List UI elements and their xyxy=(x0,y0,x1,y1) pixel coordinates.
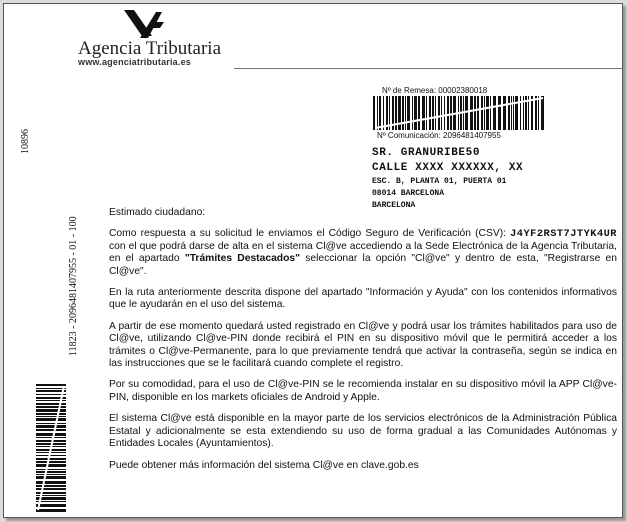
barcode-bar xyxy=(36,474,66,475)
address-line-street: CALLE XXXX XXXXXX, XX xyxy=(372,162,524,174)
barcode-bar xyxy=(450,96,452,130)
barcode-bar xyxy=(36,471,66,473)
barcode-bar xyxy=(474,96,476,130)
brand-url: www.agenciatributaria.es xyxy=(78,57,192,67)
barcode-bar xyxy=(513,96,514,130)
barcode-bar xyxy=(490,96,491,130)
margin-barcode xyxy=(36,384,66,512)
barcode-bar xyxy=(418,96,420,130)
barcode-bar xyxy=(486,96,489,130)
barcode-bar xyxy=(426,96,427,130)
csv-code: J4YF2RST7JTYK4UR xyxy=(510,228,617,241)
agencia-tributaria-logo-icon xyxy=(122,8,166,40)
margin-code-top: 10896 xyxy=(20,129,31,154)
barcode-bar xyxy=(493,96,496,130)
letter-page xyxy=(3,3,623,518)
brand-name: Agencia Tributaria xyxy=(78,38,222,59)
barcode-bar xyxy=(438,96,440,130)
barcode-bar xyxy=(383,96,384,130)
barcode-bar xyxy=(36,437,66,438)
paragraph-mas-info: Puede obtener más información del sistema Cl@ve en clave.gob.es xyxy=(109,459,419,471)
barcode-bar xyxy=(36,469,66,470)
comunicacion-number: Nº Comunicación: 2096481407955 xyxy=(377,131,501,140)
barcode-bar xyxy=(441,96,442,130)
barcode-bar xyxy=(36,418,66,421)
remesa-number: Nº de Remesa: 00002380018 xyxy=(382,86,488,95)
barcode-bar xyxy=(414,96,417,130)
barcode-bar xyxy=(538,96,539,130)
barcode-bar xyxy=(36,388,66,389)
barcode-bar xyxy=(373,96,375,130)
barcode-bar xyxy=(36,485,66,487)
barcode-bar xyxy=(36,429,66,431)
barcode-bar xyxy=(36,476,66,479)
barcode-bar xyxy=(36,481,66,484)
barcode-bar xyxy=(422,96,425,130)
barcode-bar xyxy=(36,464,66,467)
header-rule xyxy=(234,68,622,69)
paragraph-app: Por su comodidad, para el uso de Cl@ve-PIN se le recomienda instalar en su dispositivo móvil la APP Cl@ve-PIN, disponible en los markets oficiales de Android y Apple. xyxy=(109,379,617,403)
paragraph-csv xyxy=(109,228,617,278)
barcode-bar xyxy=(541,96,544,130)
barcode-bar xyxy=(477,96,479,130)
barcode-bar xyxy=(444,96,445,130)
barcode-bar xyxy=(432,96,434,130)
barcode-bar xyxy=(481,96,483,130)
barcode-bar xyxy=(503,96,506,130)
barcode-bar xyxy=(36,458,66,460)
paragraph-disponibilidad: El sistema Cl@ve está disponible en la mayor parte de los servicios electrónicos de la Administración Pública Estatal y adicionalmente se esta extendiendo su uso de forma gradual a las Comunidades Autónomas y Entidades Locales (Ayuntamientos). xyxy=(109,413,617,450)
barcode-bar xyxy=(36,488,66,490)
barcode-bar xyxy=(412,96,413,130)
barcode-bar xyxy=(36,403,66,405)
address-line-province: BARCELONA xyxy=(372,201,416,210)
barcode-bar xyxy=(36,390,66,392)
barcode-bar xyxy=(402,96,404,130)
barcode-bar xyxy=(484,96,485,130)
barcode-bar xyxy=(379,96,381,130)
csv-text-end: seleccionar la opción "Cl@ve" y dentro de esta, "Registrarse en Cl@ve". xyxy=(109,253,617,277)
barcode-bar xyxy=(405,96,406,130)
barcode-bar xyxy=(36,455,66,456)
barcode-bar xyxy=(377,96,378,130)
barcode-bar xyxy=(435,96,436,130)
greeting: Estimado ciudadano: xyxy=(109,207,206,218)
barcode-bar xyxy=(498,96,501,130)
barcode-bar xyxy=(36,406,66,408)
barcode-bar xyxy=(36,409,66,412)
barcode-bar xyxy=(36,461,66,463)
barcode-bar xyxy=(36,416,66,417)
barcode-bar xyxy=(36,384,66,386)
barcode-bar xyxy=(36,413,66,415)
paragraph-info: En la ruta anteriormente descrita dispone del apartado "Información y Ayuda" con los contenidos informativos que le ayudarán en el uso del sistema. xyxy=(109,287,617,311)
barcode-bar xyxy=(470,96,473,130)
csv-text: con el que podrá darse de alta en el sistema Cl@ve accediendo a la Sede Electrónica de la Agencia Tributaria, en el apartado xyxy=(109,240,617,265)
barcode-bar xyxy=(535,96,537,130)
barcode-bar xyxy=(515,96,518,130)
address-line-name: SR. GRANURIBE50 xyxy=(372,147,481,159)
barcode-bar xyxy=(407,96,410,130)
letter-body xyxy=(109,207,617,481)
barcode-bar xyxy=(465,96,468,130)
tramites-destacados-label: "Trámites Destacados" xyxy=(184,253,300,265)
barcode-bar xyxy=(398,96,401,130)
margin-code-bottom: 11823 - 2096481407955 - 01 - 100 xyxy=(68,216,79,356)
address-line-city: 08014 BARCELONA xyxy=(372,189,445,198)
csv-intro: Como respuesta a su solicitud le enviamos el Código Seguro de Verificación (CSV): xyxy=(109,228,506,240)
recipient-address xyxy=(372,146,523,212)
barcode-bar xyxy=(511,96,512,130)
barcode-bar xyxy=(36,433,66,436)
address-line-floor: ESC. B, PLANTA 01, PUERTA 01 xyxy=(372,177,507,186)
paragraph-registro: A partir de ese momento quedará usted registrado en Cl@ve y podrá usar los trámites habilitados para uso de Cl@ve, utilizando Cl@ve-PIN donde recibirá el PIN en su dispositivo móvil que le permitirá acceder a los trámites o Cl@ve-Permanente, para lo que previamente tendrá que activar la contraseña, según se indica en las instrucciones que se le facilitará cuando complete el registro. xyxy=(109,320,617,370)
barcode-bar xyxy=(447,96,449,130)
barcode-bar xyxy=(429,96,431,130)
barcode-bar xyxy=(36,509,66,512)
barcode-bar xyxy=(36,425,66,428)
barcode-bar xyxy=(36,423,66,424)
barcode-bar xyxy=(36,440,66,442)
barcode-bar xyxy=(36,504,66,507)
barcode-bar xyxy=(508,96,510,130)
shipment-barcode xyxy=(373,96,545,130)
